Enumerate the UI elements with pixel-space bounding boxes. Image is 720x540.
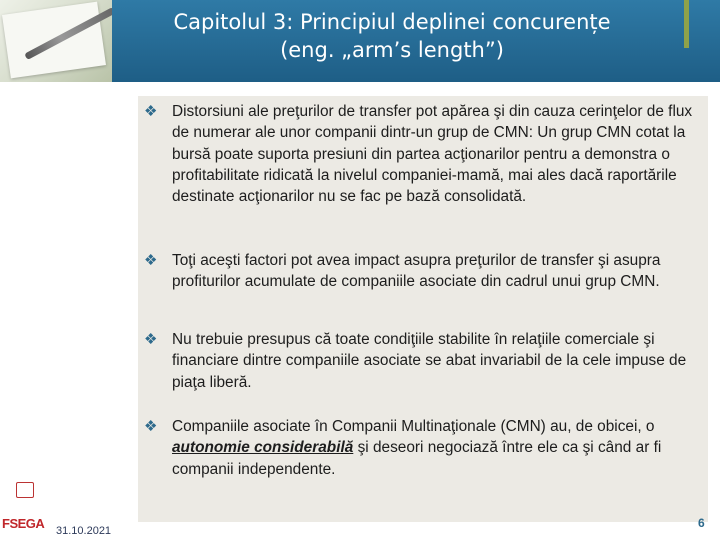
slide-date: 31.10.2021	[56, 525, 112, 537]
diamond-bullet-icon: ❖	[144, 252, 158, 269]
content-panel	[138, 96, 708, 522]
slide-header	[0, 0, 720, 82]
bullet-text: Toţi aceşti factori pot avea impact asupra preţurilor de transfer şi asupra profiturilor acumulate de companiile asociate din cadrul unui grup CMN.	[172, 252, 661, 291]
emblem-icon	[16, 482, 34, 498]
slide-title	[112, 8, 672, 64]
diamond-bullet-icon: ❖	[144, 103, 158, 120]
title-line-1: Capitolul 3: Principiul deplinei concurențe	[173, 10, 611, 34]
bullet-text	[172, 416, 700, 480]
page-number: 6	[698, 516, 705, 530]
bullet-text-before: Companiile asociate în Companii Multinaţionale (CMN) au, de obicei, o	[172, 418, 655, 435]
fsega-logo	[2, 480, 48, 536]
bullet-text-after: şi deseori negociază între ele ca şi când ar fi companii independente.	[172, 439, 662, 478]
title-line-2: (eng. „arm’s length”)	[280, 38, 504, 62]
header-photo	[0, 0, 112, 82]
diamond-bullet-icon: ❖	[144, 331, 158, 348]
diamond-bullet-icon: ❖	[144, 418, 158, 435]
emphasis-text: autonomie considerabilă	[172, 439, 354, 457]
bullet-text: Distorsiuni ale preţurilor de transfer pot apărea şi din cauza cerinţelor de flux de numerar ale unor companii dintr-un grup de CMN: Un grup CMN cotat la bursă poate suporta presiuni din partea acţionarilor pentru a demonstra o profitabilitate ridicată la nivelul companiei-mamă, mai ales dacă raportările destinate acţionarilor nu se fac pe bază consolidată.	[172, 103, 693, 206]
header-accent	[684, 0, 689, 48]
logo-label: FSEGA	[2, 516, 45, 531]
bullet-text: Nu trebuie presupus că toate condiţiile stabilite în relaţiile comerciale şi financiare dintre companiile asociate se abat invariabil de la cele impuse de piaţa liberă.	[172, 331, 687, 391]
